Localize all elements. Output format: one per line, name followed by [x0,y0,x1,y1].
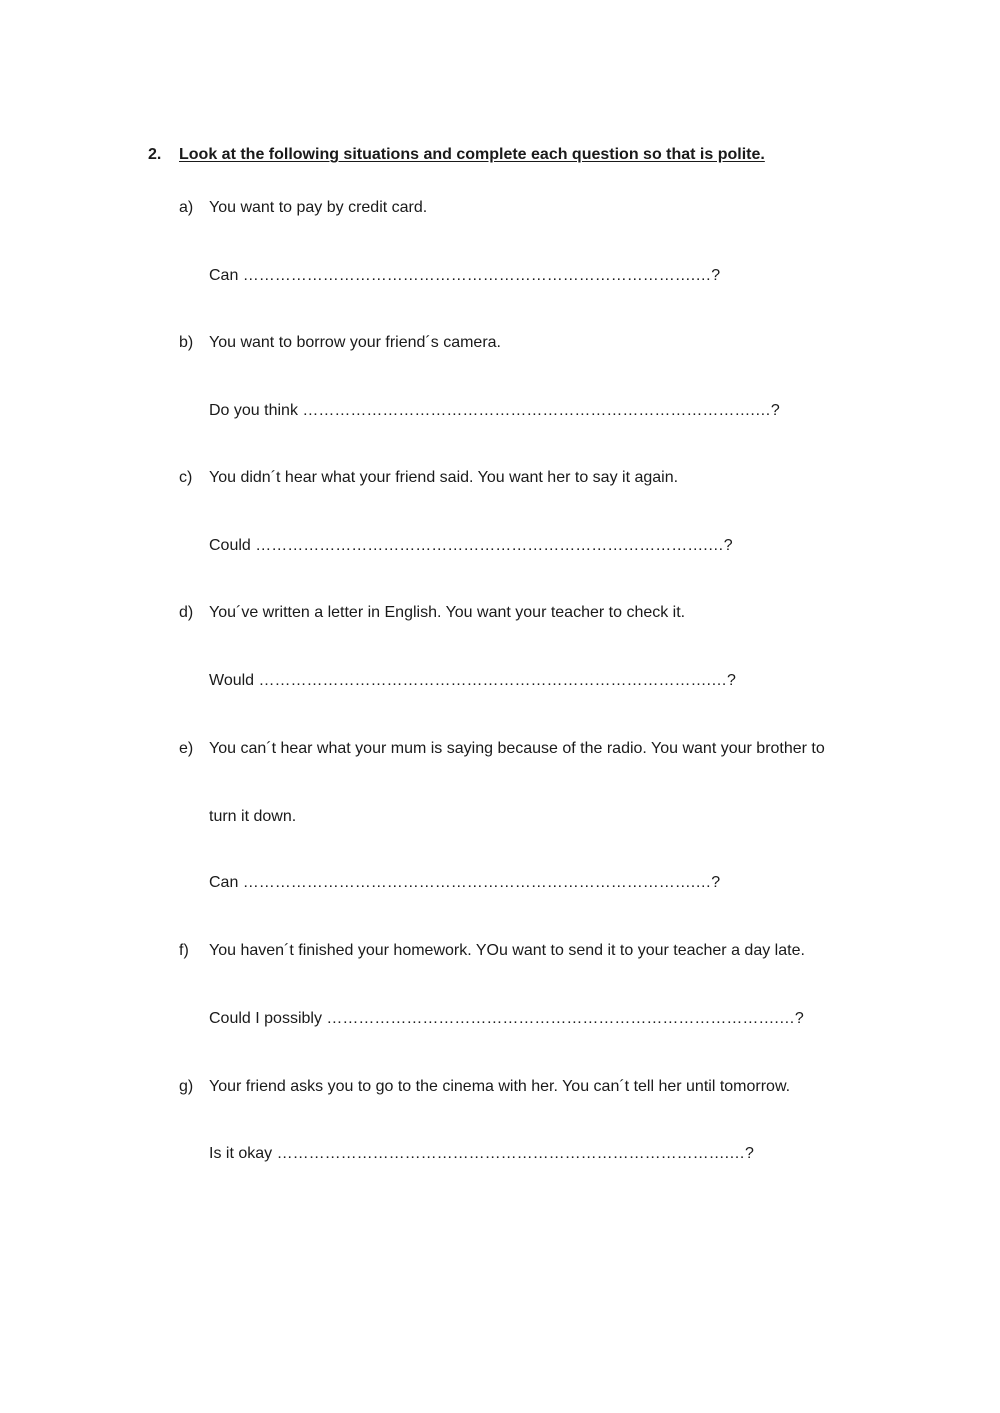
item-letter: d) [179,604,194,621]
item-letter: a) [179,199,194,216]
item-e-situation-continued: turn it down. [209,808,297,825]
item-situation: Your friend asks you to go to the cinema with her. You can´t tell her until tomorrow. [209,1078,791,1095]
item-f-answer-line[interactable]: Could I possibly ………………………………………………………………………….…? [209,1010,804,1027]
item-situation: You didn´t hear what your friend said. You want her to say it again. [209,469,679,486]
item-situation: You haven´t finished your homework. YOu want to send it to your teacher a day late. [209,942,805,959]
item-situation: You´ve written a letter in English. You want your teacher to check it. [209,604,686,621]
item-letter: b) [179,334,194,351]
exercise-heading [148,146,765,164]
item-situation: You want to borrow your friend´s camera. [209,334,501,351]
item-letter: g) [179,1078,194,1095]
item-situation: You can´t hear what your mum is saying because of the radio. You want your brother to [209,740,825,757]
item-letter: e) [179,740,194,757]
item-letter: c) [179,469,193,486]
item-e-answer-line[interactable]: Can ………………………………………………………………………….…? [209,874,721,891]
item-a-answer-line[interactable]: Can ………………………………………………………………………….…? [209,267,721,284]
item-d-answer-line[interactable]: Would ………………………………………………………………………….…? [209,672,736,689]
exercise-instruction: Look at the following situations and complete each question so that is polite. [179,146,765,163]
exercise-number: 2. [148,146,162,163]
item-g-answer-line[interactable]: Is it okay ………………………………………………………………………….…? [209,1145,754,1162]
item-letter: f) [179,942,189,959]
item-c-answer-line[interactable]: Could ………………………………………………………………………….…? [209,537,733,554]
item-situation: You want to pay by credit card. [209,199,428,216]
item-b-answer-line[interactable]: Do you think ………………………………………………………………………….…? [209,402,780,419]
